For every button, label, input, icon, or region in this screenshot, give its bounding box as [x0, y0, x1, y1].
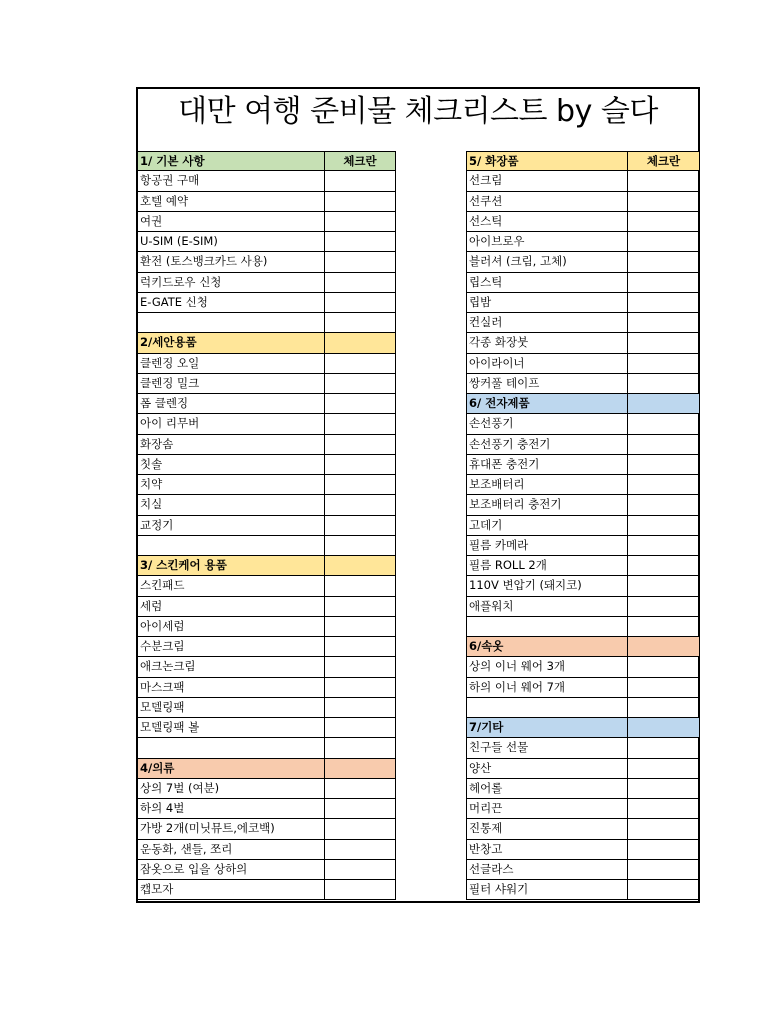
check-cell[interactable]	[325, 819, 396, 839]
check-cell[interactable]	[325, 394, 396, 414]
item-label: 아이세럼	[138, 617, 325, 637]
empty-row	[138, 313, 396, 333]
check-cell[interactable]	[628, 678, 699, 698]
check-cell[interactable]	[628, 333, 699, 353]
item-label: 블러셔 (크림, 고체)	[466, 252, 628, 272]
check-cell[interactable]	[628, 759, 699, 779]
item-label: 폼 클렌징	[138, 394, 325, 414]
section-title: 2/세안용품	[138, 333, 325, 353]
check-column-header	[325, 556, 396, 576]
check-cell[interactable]	[325, 495, 396, 515]
check-cell[interactable]	[628, 860, 699, 880]
checklist-row	[138, 232, 396, 252]
item-label: 마스크팩	[138, 678, 325, 698]
check-cell[interactable]	[325, 637, 396, 657]
item-label: 수분크림	[138, 637, 325, 657]
item-label: 필터 샤워기	[466, 880, 628, 900]
item-label	[466, 617, 628, 637]
check-cell[interactable]	[325, 860, 396, 880]
check-cell[interactable]	[325, 536, 396, 556]
checklist-row	[466, 333, 699, 353]
item-label: 모델링팩 볼	[138, 718, 325, 738]
checklist-row	[138, 597, 396, 617]
item-label: 선크림	[466, 171, 628, 191]
checklist-row	[138, 394, 396, 414]
check-cell[interactable]	[325, 171, 396, 191]
check-cell[interactable]	[325, 475, 396, 495]
check-cell[interactable]	[325, 779, 396, 799]
checklist-row	[466, 840, 699, 860]
checklist-row	[466, 860, 699, 880]
item-label: 휴대폰 충전기	[466, 455, 628, 475]
section-header-row	[138, 151, 396, 171]
checklist-row	[466, 212, 699, 232]
check-cell[interactable]	[325, 576, 396, 596]
left-column	[138, 151, 396, 900]
section-title: 4/의류	[138, 759, 325, 779]
check-cell[interactable]	[628, 192, 699, 212]
item-label: 쌍커풀 테이프	[466, 374, 628, 394]
item-label: 보조배터리	[466, 475, 628, 495]
checklist-row	[466, 273, 699, 293]
check-cell[interactable]	[628, 293, 699, 313]
item-label: U-SIM (E-SIM)	[138, 232, 325, 252]
check-cell[interactable]	[628, 657, 699, 677]
item-label: 하의 이너 웨어 7개	[466, 678, 628, 698]
checklist-row	[466, 556, 699, 576]
checklist-row	[466, 495, 699, 515]
checklist-row	[466, 435, 699, 455]
item-label: 상의 7벌 (여분)	[138, 779, 325, 799]
check-cell[interactable]	[325, 597, 396, 617]
check-cell[interactable]	[628, 313, 699, 333]
checklist-row	[138, 192, 396, 212]
checklist-row	[466, 819, 699, 839]
checklist-row	[138, 718, 396, 738]
check-cell[interactable]	[628, 880, 699, 900]
check-cell[interactable]	[628, 232, 699, 252]
check-cell[interactable]	[628, 617, 699, 637]
check-column-header: 체크란	[628, 151, 699, 171]
checklist-row	[466, 576, 699, 596]
check-cell[interactable]	[325, 617, 396, 637]
item-label: 상의 이너 웨어 3개	[466, 657, 628, 677]
check-cell[interactable]	[325, 880, 396, 900]
item-label: 모델링팩	[138, 698, 325, 718]
check-column-header	[628, 718, 699, 738]
checklist-row	[138, 819, 396, 839]
check-cell[interactable]	[628, 354, 699, 374]
checklist-row	[138, 414, 396, 434]
checklist-row	[138, 354, 396, 374]
section-header-row	[466, 394, 699, 414]
check-column-header	[325, 759, 396, 779]
item-label: 아이라이너	[466, 354, 628, 374]
section-title: 1/ 기본 사항	[138, 151, 325, 171]
item-label: 스킨패드	[138, 576, 325, 596]
check-cell[interactable]	[628, 840, 699, 860]
check-cell[interactable]	[628, 495, 699, 515]
item-label: 친구들 선물	[466, 738, 628, 758]
item-label: 선쿠션	[466, 192, 628, 212]
checklist-row	[138, 495, 396, 515]
checklist-row	[466, 759, 699, 779]
checklist-row	[466, 313, 699, 333]
check-cell[interactable]	[325, 313, 396, 333]
item-label: 진통제	[466, 819, 628, 839]
check-column-header	[325, 333, 396, 353]
checklist-row	[138, 840, 396, 860]
check-cell[interactable]	[628, 273, 699, 293]
item-label: 화장솜	[138, 435, 325, 455]
check-cell[interactable]	[628, 799, 699, 819]
section-header-row	[138, 333, 396, 353]
section-header-row	[138, 556, 396, 576]
item-label	[138, 536, 325, 556]
check-cell[interactable]	[325, 354, 396, 374]
check-cell[interactable]	[628, 597, 699, 617]
item-label: 애플워치	[466, 597, 628, 617]
check-column-header	[628, 637, 699, 657]
checklist-row	[466, 880, 699, 900]
checklist-row	[138, 576, 396, 596]
check-cell[interactable]	[325, 232, 396, 252]
checklist-row	[466, 455, 699, 475]
checklist-row	[138, 657, 396, 677]
item-label: 컨실러	[466, 313, 628, 333]
checklist-row	[466, 779, 699, 799]
checklist-row	[138, 455, 396, 475]
item-label: 110V 변압기 (돼지코)	[466, 576, 628, 596]
section-header-row	[466, 151, 699, 171]
check-cell[interactable]	[325, 657, 396, 677]
check-cell[interactable]	[325, 212, 396, 232]
check-cell[interactable]	[628, 414, 699, 434]
section-header-row	[466, 718, 699, 738]
item-label: 아이 리무버	[138, 414, 325, 434]
empty-row	[466, 698, 699, 718]
item-label: 세럼	[138, 597, 325, 617]
check-cell[interactable]	[325, 414, 396, 434]
item-label: 고데기	[466, 516, 628, 536]
check-cell[interactable]	[325, 273, 396, 293]
check-cell[interactable]	[325, 293, 396, 313]
item-label: 치약	[138, 475, 325, 495]
check-cell[interactable]	[628, 516, 699, 536]
item-label: 각종 화장붓	[466, 333, 628, 353]
item-label: 손선풍기 충전기	[466, 435, 628, 455]
checklist-row	[138, 779, 396, 799]
checklist-row	[466, 171, 699, 191]
item-label: 아이브로우	[466, 232, 628, 252]
checklist-row	[466, 374, 699, 394]
check-cell[interactable]	[628, 435, 699, 455]
checklist-row	[466, 597, 699, 617]
empty-row	[466, 617, 699, 637]
item-label	[466, 698, 628, 718]
check-cell[interactable]	[628, 576, 699, 596]
item-label: 하의 4벌	[138, 799, 325, 819]
check-column-header: 체크란	[325, 151, 396, 171]
check-cell[interactable]	[628, 738, 699, 758]
check-cell[interactable]	[628, 819, 699, 839]
check-cell[interactable]	[325, 678, 396, 698]
check-cell[interactable]	[628, 556, 699, 576]
check-cell[interactable]	[325, 374, 396, 394]
checklist-row	[466, 516, 699, 536]
check-cell[interactable]	[325, 192, 396, 212]
item-label: 교정기	[138, 516, 325, 536]
section-title: 3/ 스킨케어 용품	[138, 556, 325, 576]
section-header-row	[466, 637, 699, 657]
empty-row	[138, 536, 396, 556]
checklist-row	[138, 698, 396, 718]
check-cell[interactable]	[325, 738, 396, 758]
item-label: 항공권 구매	[138, 171, 325, 191]
item-label: 보조배터리 충전기	[466, 495, 628, 515]
check-cell[interactable]	[628, 171, 699, 191]
item-label: E-GATE 신청	[138, 293, 325, 313]
section-title: 7/기타	[466, 718, 628, 738]
checklist-row	[138, 273, 396, 293]
checklist-row	[138, 637, 396, 657]
item-label: 럭키드로우 신청	[138, 273, 325, 293]
check-cell[interactable]	[325, 455, 396, 475]
checklist-row	[466, 252, 699, 272]
check-cell[interactable]	[628, 374, 699, 394]
check-cell[interactable]	[325, 799, 396, 819]
section-title: 6/ 전자제품	[466, 394, 628, 414]
item-label	[138, 738, 325, 758]
item-label: 가방 2개(미닛뮤트,에코백)	[138, 819, 325, 839]
check-cell[interactable]	[628, 212, 699, 232]
check-cell[interactable]	[628, 779, 699, 799]
item-label: 애크논크림	[138, 657, 325, 677]
checklist-sheet	[136, 87, 700, 903]
item-label: 호텔 예약	[138, 192, 325, 212]
checklist-row	[138, 678, 396, 698]
item-label: 양산	[466, 759, 628, 779]
item-label: 머리끈	[466, 799, 628, 819]
check-cell[interactable]	[628, 475, 699, 495]
sheet-title: 대만 여행 준비물 체크리스트 by 슬다	[178, 94, 658, 129]
checklist-row	[138, 516, 396, 536]
item-label: 치실	[138, 495, 325, 515]
checklist-row	[466, 475, 699, 495]
checklist-row	[466, 738, 699, 758]
item-label	[138, 313, 325, 333]
checklist-row	[138, 880, 396, 900]
item-label: 여권	[138, 212, 325, 232]
item-label: 필름 ROLL 2개	[466, 556, 628, 576]
item-label: 잠옷으로 입을 상하의	[138, 860, 325, 880]
item-label: 클렌징 오일	[138, 354, 325, 374]
checklist-row	[138, 252, 396, 272]
checklist-row	[466, 678, 699, 698]
checklist-row	[138, 374, 396, 394]
checklist-row	[138, 799, 396, 819]
checklist-row	[466, 354, 699, 374]
check-column-header	[628, 394, 699, 414]
item-label: 립밤	[466, 293, 628, 313]
checklist-row	[138, 293, 396, 313]
checklist-row	[138, 860, 396, 880]
checklist-row	[138, 617, 396, 637]
item-label: 운동화, 샌들, 쪼리	[138, 840, 325, 860]
checklist-row	[466, 192, 699, 212]
checklist-row	[466, 657, 699, 677]
check-cell[interactable]	[325, 718, 396, 738]
checklist-row	[466, 232, 699, 252]
checklist-row	[138, 171, 396, 191]
check-cell[interactable]	[628, 698, 699, 718]
item-label: 선글라스	[466, 860, 628, 880]
item-label: 립스틱	[466, 273, 628, 293]
item-label: 필름 카메라	[466, 536, 628, 556]
checklist-row	[466, 799, 699, 819]
section-header-row	[138, 759, 396, 779]
item-label: 칫솔	[138, 455, 325, 475]
check-cell[interactable]	[325, 252, 396, 272]
item-label: 클렌징 밀크	[138, 374, 325, 394]
checklist-row	[466, 414, 699, 434]
section-title: 5/ 화장품	[466, 151, 628, 171]
checklist-row	[466, 536, 699, 556]
check-cell[interactable]	[628, 252, 699, 272]
checklist-row	[466, 293, 699, 313]
item-label: 헤어롤	[466, 779, 628, 799]
right-column	[466, 151, 699, 900]
checklist-row	[138, 475, 396, 495]
check-cell[interactable]	[628, 536, 699, 556]
item-label: 반창고	[466, 840, 628, 860]
check-cell[interactable]	[325, 698, 396, 718]
check-cell[interactable]	[325, 435, 396, 455]
checklist-row	[138, 435, 396, 455]
check-cell[interactable]	[628, 455, 699, 475]
checklist-row	[138, 212, 396, 232]
section-title: 6/속옷	[466, 637, 628, 657]
item-label: 손선풍기	[466, 414, 628, 434]
item-label: 캡모자	[138, 880, 325, 900]
empty-row	[138, 738, 396, 758]
item-label: 환전 (토스뱅크카드 사용)	[138, 252, 325, 272]
check-cell[interactable]	[325, 840, 396, 860]
item-label: 선스틱	[466, 212, 628, 232]
check-cell[interactable]	[325, 516, 396, 536]
